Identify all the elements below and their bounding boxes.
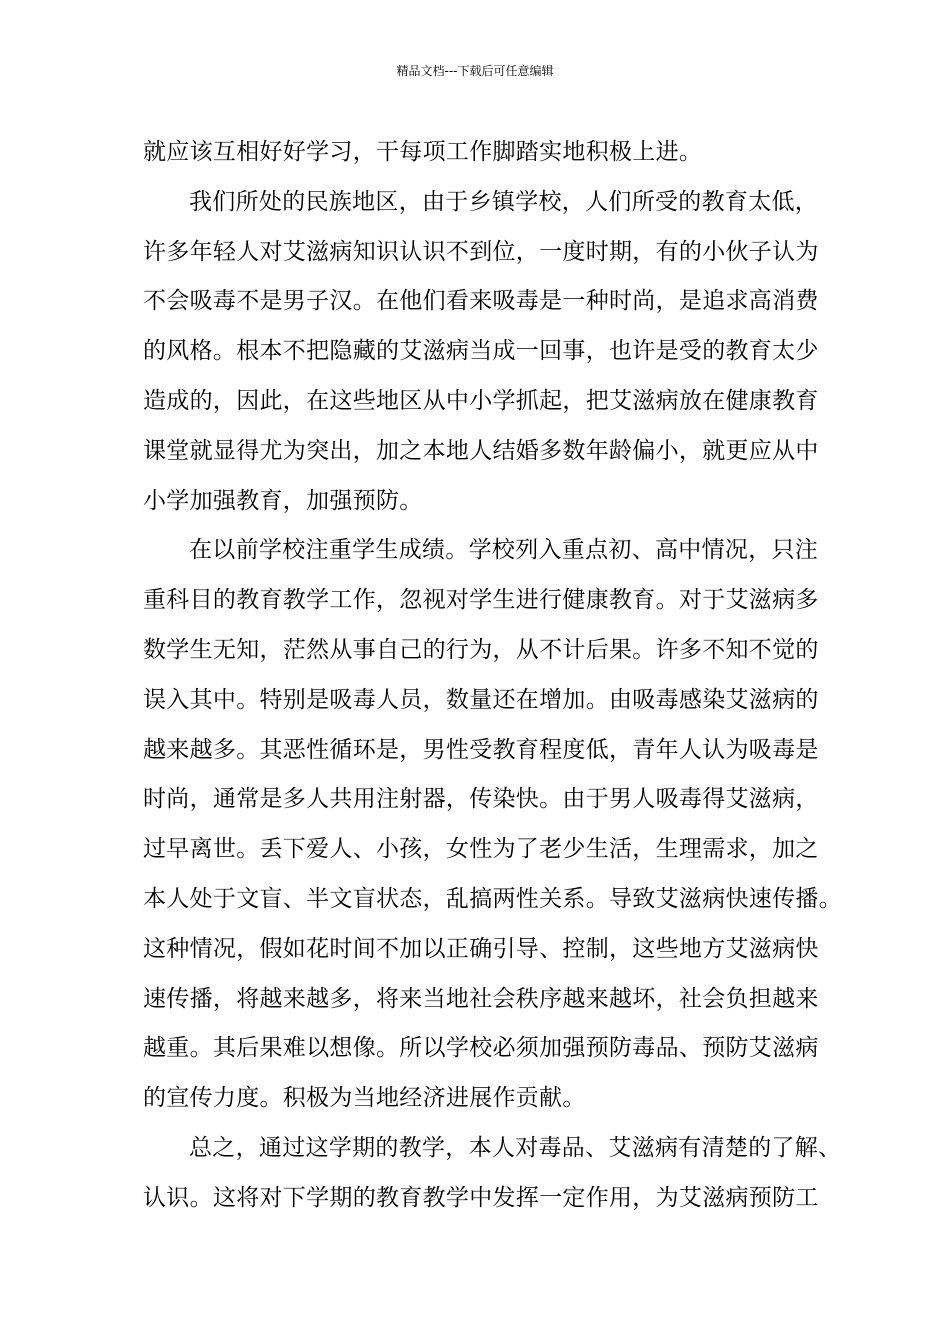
text-line: 认识。这将对下学期的教育教学中发挥一定作用，为艾滋病预防工 — [143, 1184, 819, 1211]
text-line: 课堂就显得尤为突出，加之本地人结婚多数年龄偏小，就更应从中 — [143, 437, 819, 464]
paragraph-first-line: 我们所处的民族地区，由于乡镇学校，人们所受的教育太低， — [189, 188, 819, 215]
text-line: 许多年轻人对艾滋病知识认识不到位，一度时期，有的小伙子认为 — [143, 238, 819, 265]
text-line: 小学加强教育，加强预防。 — [143, 487, 423, 514]
text-line: 重科目的教育教学工作，忽视对学生进行健康教育。对于艾滋病多 — [143, 587, 819, 614]
text-line: 误入其中。特别是吸毒人员，数量还在增加。由吸毒感染艾滋病的 — [143, 686, 819, 713]
text-line: 时尚，通常是多人共用注射器，传染快。由于男人吸毒得艾滋病， — [143, 786, 819, 813]
text-line: 就应该互相好好学习，干每项工作脚踏实地积极上进。 — [143, 139, 703, 165]
text-line: 这种情况，假如花时间不加以正确引导、控制，这些地方艾滋病快 — [143, 935, 819, 962]
paragraph-first-line: 总之，通过这学期的教学，本人对毒品、艾滋病有清楚的了解、 — [189, 1134, 842, 1161]
text-line: 速传播，将越来越多，将来当地社会秩序越来越坏，社会负担越来 — [143, 985, 819, 1012]
text-line: 的风格。根本不把隐藏的艾滋病当成一回事，也许是受的教育太少 — [143, 338, 819, 365]
text-line: 的宣传力度。积极为当地经济进展作贡献。 — [143, 1085, 586, 1112]
text-line: 本人处于文盲、半文盲状态，乱搞两性关系。导致艾滋病快速传播。 — [143, 885, 842, 912]
text-line: 越重。其后果难以想像。所以学校必须加强预防毒品、预防艾滋病 — [143, 1035, 819, 1062]
text-line: 数学生无知，茫然从事自己的行为，从不计后果。许多不知不觉的 — [143, 636, 819, 663]
text-line: 不会吸毒不是男子汉。在他们看来吸毒是一种时尚，是追求高消费 — [143, 288, 819, 315]
paragraph-first-line: 在以前学校注重学生成绩。学校列入重点初、高中情况，只注 — [189, 537, 819, 564]
text-line: 越来越多。其恶性循环是，男性受教育程度低，青年人认为吸毒是 — [143, 736, 819, 763]
text-line: 造成的，因此，在这些地区从中小学抓起，把艾滋病放在健康教育 — [143, 387, 819, 414]
page-header: 精品文档---下载后可任意编辑 — [396, 64, 554, 78]
text-line: 过早离世。丢下爱人、小孩，女性为了老少生活，生理需求，加之 — [143, 836, 819, 863]
document-body — [143, 128, 842, 1224]
